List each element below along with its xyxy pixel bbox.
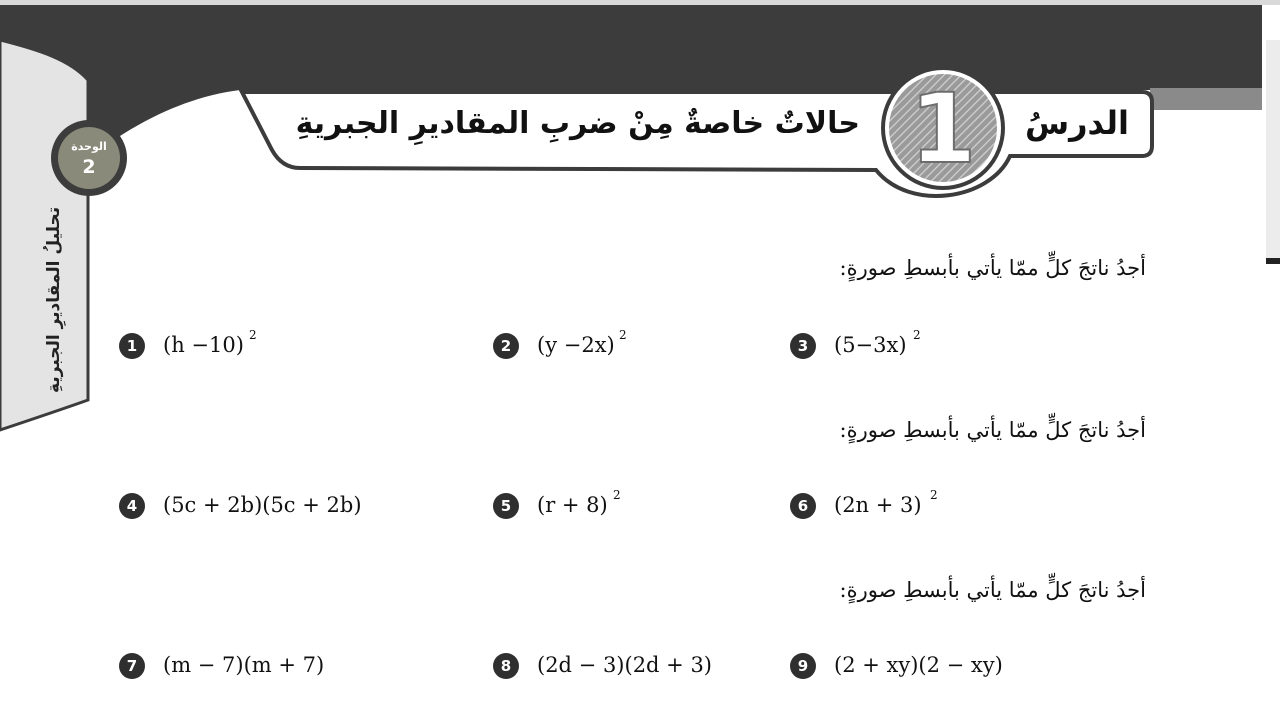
problem-expression: (5−3x) [834,333,907,357]
problem-number-badge: 7 [119,653,145,679]
problem-exponent: 2 [913,328,921,342]
problem-expression: (2d − 3)(2d + 3) [537,653,712,677]
problem-number-badge: 6 [790,493,816,519]
problem-exponent: 2 [930,488,938,502]
problem-number-badge: 2 [493,333,519,359]
problem-exponent: 2 [249,328,257,342]
problem-exponent: 2 [613,488,621,502]
unit-title: تحليلُ المقاديرِ الجبريةِ [44,206,64,394]
problem-number-badge: 1 [119,333,145,359]
banner-gray-strip [1150,88,1262,110]
problem-number-badge: 3 [790,333,816,359]
problem-expression: (2n + 3) [834,493,922,517]
problem-number-badge: 5 [493,493,519,519]
problem-exponent: 2 [619,328,627,342]
lesson-title: حالاتٌ خاصةٌ مِنْ ضربِ المقاديرِ الجبريةِ [295,106,860,141]
problem-number-badge: 8 [493,653,519,679]
problem-number-badge: 4 [119,493,145,519]
lesson-number: 1 [909,73,977,185]
problem-expression: (r + 8) [537,493,608,517]
problem-expression: (h −10) [163,333,244,357]
problem-expression: (2 + xy)(2 − xy) [834,653,1003,677]
unit-number: 2 [82,156,96,178]
instruction-2: أجدُ ناتجَ كلٍّ ممّا يأتي بأبسطِ صورةٍ: [839,418,1146,442]
instruction-3: أجدُ ناتجَ كلٍّ ممّا يأتي بأبسطِ صورةٍ: [839,578,1146,602]
instruction-1: أجدُ ناتجَ كلٍّ ممّا يأتي بأبسطِ صورةٍ: [839,256,1146,280]
problem-expression: (5c + 2b)(5c + 2b) [163,493,362,517]
page-right-edge [1266,40,1280,262]
lesson-label: الدرسُ [1024,104,1130,142]
page-right-edge-mark [1266,258,1280,264]
problem-expression: (y −2x) [537,333,615,357]
problem-number-badge: 9 [790,653,816,679]
unit-label: الوحدة [71,140,107,153]
problem-expression: (m − 7)(m + 7) [163,653,325,677]
